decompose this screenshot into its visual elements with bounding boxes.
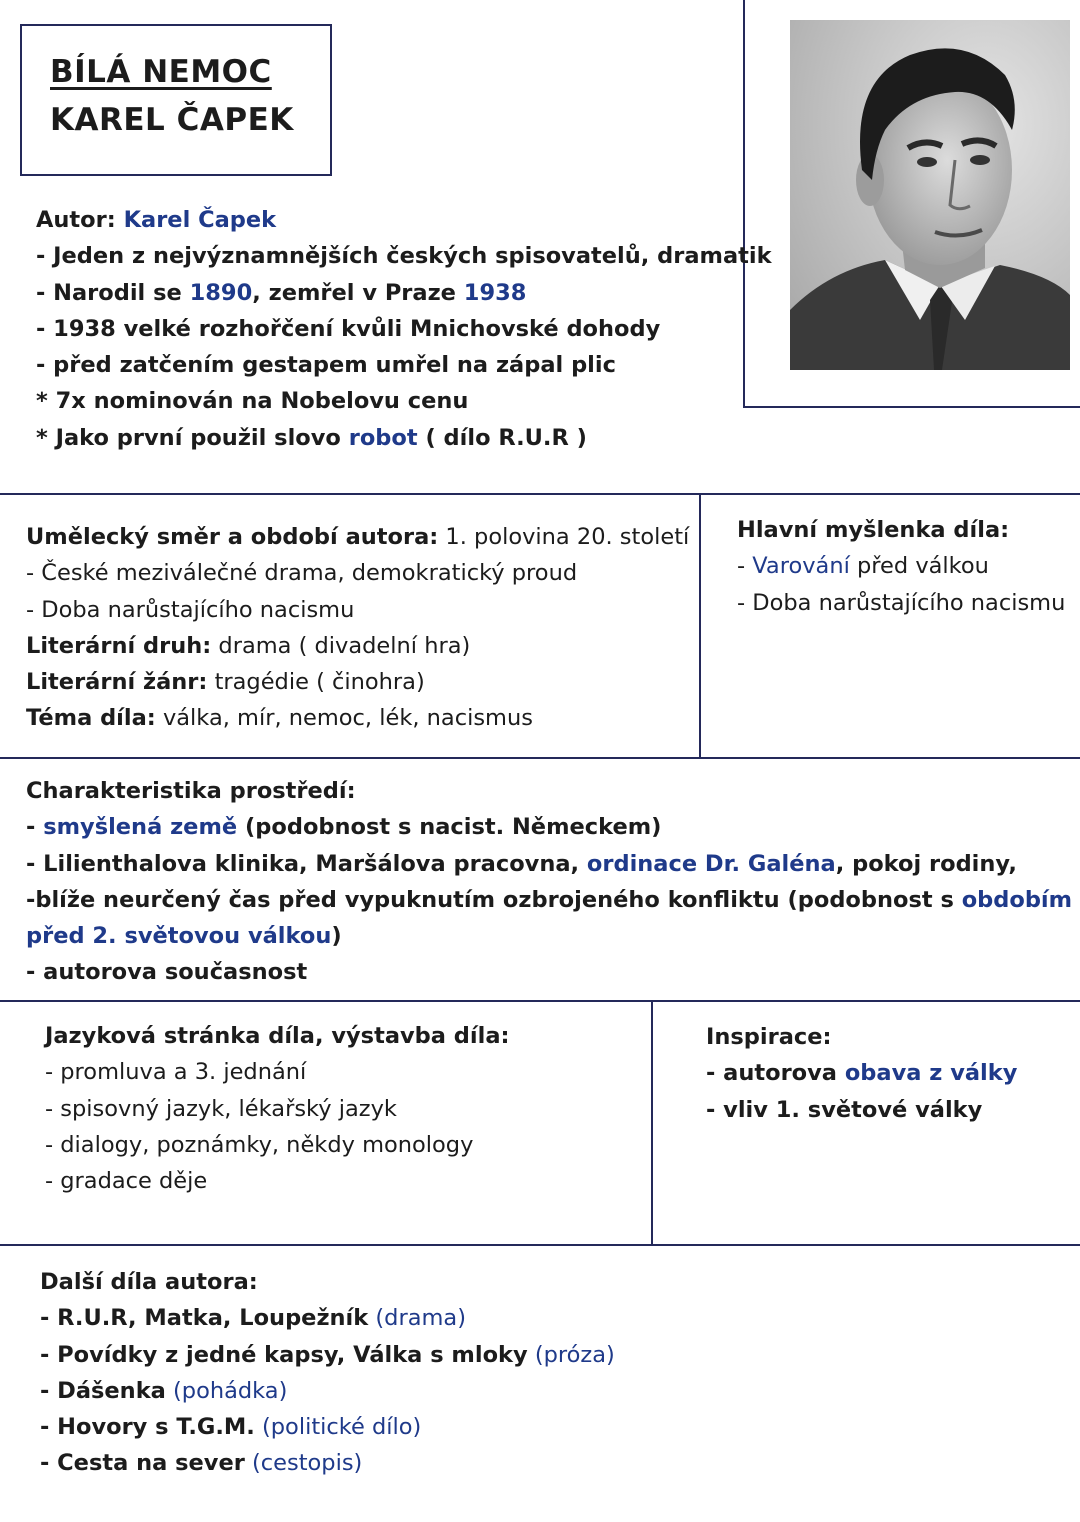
druh-value: drama ( divadelní hra) [218,632,471,659]
inspiration-label: Inspirace: [706,1024,832,1050]
divider-2 [0,757,1080,759]
portrait-drawing [790,20,1070,370]
divider-4 [0,1244,1080,1246]
setting-line-1: - smyšlená země (podobnost s nacist. Německem) [26,814,662,841]
language-line-1: - promluva a 3. jednání [45,1059,307,1086]
tema-value: válka, mír, nemoc, lék, nacismus [162,705,533,732]
works-label: Další díla autora: [40,1269,258,1295]
setting-section [26,773,1072,991]
divider-1 [0,493,1080,495]
style-line-1: - České meziválečné drama, demokratický proud [26,560,578,587]
author-title: KAREL ČAPEK [50,102,294,138]
language-line-2: - spisovný jazyk, lékařský jazyk [45,1095,397,1122]
author-line-2: - Narodil se 1890, zemřel v Praze 1938 [36,279,527,306]
style-label: Umělecký směr a období autora: [26,524,439,550]
works-line-4: - Hovory s T.G.M. (politické dílo) [40,1414,422,1441]
divider-3 [0,1000,1080,1002]
author-label: Autor: [36,207,116,233]
idea-line-1: - Varování před válkou [737,553,989,580]
author-section [36,202,772,456]
inspiration-line-1: - autorova obava z války [706,1060,1018,1087]
divider-v1 [699,493,701,758]
setting-line-2: - Lilienthalova klinika, Maršálova pracovna, ordinace Dr. Galéna, pokoj rodiny, [26,850,1017,877]
setting-line-3: -blíže neurčený čas před vypuknutím ozbrojeného konfliktu (podobnost s obdobím [26,886,1073,913]
language-section [45,1018,510,1199]
author-line-1: - Jeden z nejvýznamnějších českých spisovatelů, dramatik [36,243,772,270]
author-line-4: - před zatčením gestapem umřel na zápal plic [36,352,616,379]
photo-frame-bottom [743,406,1080,408]
eye-right [970,155,990,165]
druh-label: Literární druh: [26,632,212,659]
eye-left [917,157,937,167]
tema-label: Téma díla: [26,705,156,732]
idea-section [737,512,1065,621]
idea-line-2: - Doba narůstajícího nacismu [737,589,1066,616]
zanr-value: tragédie ( činohra) [214,669,425,696]
works-line-1: - R.U.R, Matka, Loupežník (drama) [40,1305,466,1332]
language-label: Jazyková stránka díla, výstavba díla: [45,1023,510,1049]
setting-line-4: před 2. světovou válkou) [26,923,342,950]
works-line-3: - Dášenka (pohádka) [40,1377,288,1404]
works-section [40,1264,615,1482]
setting-label: Charakteristika prostředí: [26,778,356,804]
author-line-3: - 1938 velké rozhořčení kvůli Mnichovské dohody [36,315,661,342]
language-line-4: - gradace děje [45,1168,208,1195]
works-line-2: - Povídky z jedné kapsy, Válka s mloky (próza) [40,1341,615,1368]
author-name: Karel Čapek [123,207,277,233]
author-line-5: * 7x nominován na Nobelovu cenu [36,388,469,415]
works-line-5: - Cesta na sever (cestopis) [40,1450,363,1477]
author-line-6: * Jako první použil slovo robot ( dílo R.U.R ) [36,424,587,451]
style-section [26,519,689,737]
portrait-photo [790,20,1070,370]
style-period: 1. polovina 20. století [445,524,690,550]
book-title: BÍLÁ NEMOC [50,54,272,90]
divider-v2 [651,1000,653,1246]
language-line-3: - dialogy, poznámky, někdy monology [45,1131,474,1158]
title-box [20,24,332,176]
style-line-2: - Doba narůstajícího nacismu [26,596,355,623]
zanr-label: Literární žánr: [26,669,208,696]
setting-line-5: - autorova současnost [26,959,308,986]
inspiration-line-2: - vliv 1. světové války [706,1096,983,1123]
inspiration-section [706,1019,1017,1128]
idea-label: Hlavní myšlenka díla: [737,517,1010,543]
